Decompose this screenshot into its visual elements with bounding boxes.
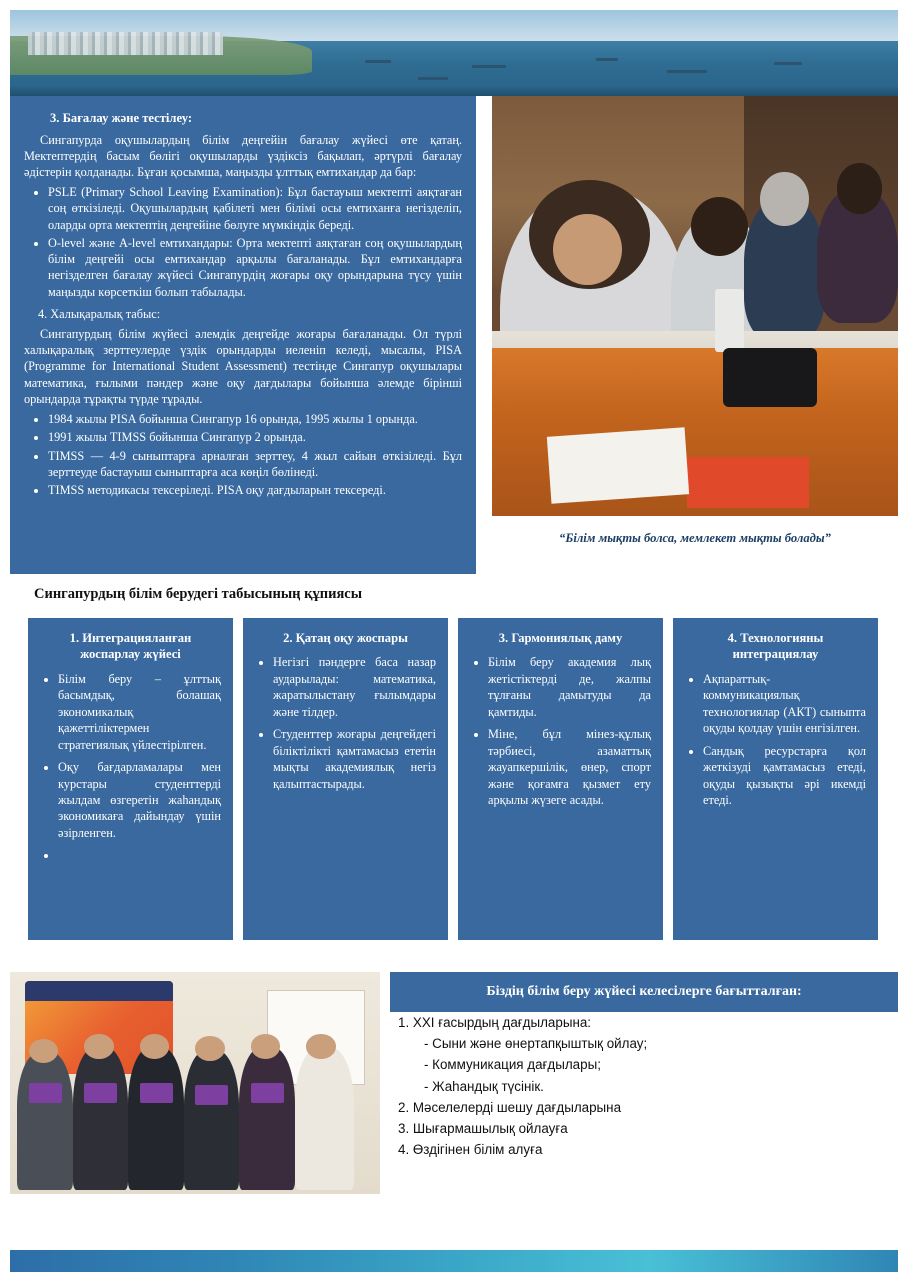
list-item: • Сандық ресурстарға қол жеткізуді қамтамасыз етеді, оқуды қызықты әрі икемді етеді. [703, 743, 866, 809]
photo-person-head [195, 1036, 225, 1060]
photo-booklet [140, 1083, 173, 1103]
ship-icon [365, 60, 391, 63]
photo-cup [715, 289, 743, 352]
list-item: 2. Мәселелерді шешу дағдыларына [398, 1099, 622, 1115]
photo-person [184, 1050, 240, 1190]
photo-person-head [251, 1034, 281, 1058]
photo-person-head [140, 1034, 170, 1058]
ship-icon [472, 65, 506, 68]
list-item: • Ақпараттық-коммуникациялық технологиялар (АКТ) сыныпта оқуды қолдау үшін енгізілген. [703, 671, 866, 737]
photo-notebook [547, 427, 689, 504]
photo-person [128, 1047, 184, 1189]
panel-heading: 3. Бағалау және тестілеу: [50, 111, 193, 125]
list-item: • TIMSS — 4-9 сыныптарға арналған зерттеу, 4 жыл сайын өткізіледі. Бұл зерттеуде бастауыш сыныптарға аса көңіл бөлінеді. [48, 448, 462, 480]
photo-caption: “Білім мықты болса, мемлекет мықты болады” [559, 531, 831, 545]
card-rigorous-curriculum [243, 618, 448, 940]
photo-person-head [306, 1034, 336, 1058]
ship-icon [774, 62, 802, 65]
list-item: • Білім беру – ұлттық басымдық, болашақ экономикалық қажеттіліктермен стратегиялық үйлестірілген. [58, 671, 221, 753]
banner-cityscape [28, 32, 223, 54]
card-list [255, 654, 436, 792]
panel-bullet-list-2 [24, 411, 462, 498]
list-item [58, 847, 221, 863]
card-integrated-planning [28, 618, 233, 940]
photo-person-head [84, 1034, 114, 1058]
card-title: 3. Гармониялық даму [498, 631, 623, 645]
photo-person-head [29, 1039, 59, 1063]
photo-person-head [691, 197, 748, 256]
card-technology-integration [673, 618, 878, 940]
panel-paragraph-1: Сингапурда оқушылардың білім деңгейін бағалау жүйесі өте қатаң. Мектептердің басым бөлігі оқушыларды үздіксіз бақылап, әртүрлі бағалау әдістерін қолданады. Бұған қосымша, маңызды ұлттық емтихандар да бар: [24, 132, 462, 180]
list-item: • PSLE (Primary School Leaving Examination): Бұл бастауыш мектепті аяқтаған соң өткізіледі. Оқушылардың қабілеті мен білімі осы емтиханға негізделіп, оларды орта мектептің деңгейіне бөлуге мүмкіндік береді. [48, 184, 462, 233]
section-title: Сингапурдың білім берудегі табысының құпиясы [34, 586, 363, 602]
list-item: • Оқу бағдарламалары мен курстары студенттерді жылдам өзгеретін жаһандық экономикаға дайындау үшін әзірленген. [58, 759, 221, 841]
assessment-text-panel [10, 96, 476, 574]
list-item: • Негізгі пәндерге баса назар аударылады: математика, жаратылыстану ғылымдары және тілдер. [273, 654, 436, 720]
ship-icon [418, 77, 448, 80]
goals-header: Біздің білім беру жүйесі келесілерге бағытталған: [390, 972, 898, 1012]
list-item: • Студенттер жоғары деңгейдегі біліктілікті қамтамасыз ететін мықты академиялық негіз қалыптастырады. [273, 726, 436, 792]
photo-booklet [84, 1083, 117, 1103]
group-photo [10, 972, 380, 1194]
skyline-banner-photo [10, 10, 898, 96]
list-item: • Міне, бұл мінез-құлық тәрбиесі, азаматтық жауапкершілік, өнер, спорт және қоғамға қызмет ету арқылы жүзеге асады. [488, 726, 651, 808]
photo-person-head [837, 163, 882, 213]
card-list [685, 671, 866, 809]
panel-paragraph-2: Сингапурдың білім жүйесі әлемдік деңгейде жоғары бағаланады. Ол түрлі халықаралық зерттеулерде үздік орындарды иеленіп келеді, мысалы, PISA (Programme for International Student Assessment) тестінде Сингапур оқушылары математика, ғылыми пәндер және оқу дағдылары бойынша әлемде бірінші орындарда тұрақты түрде тұрады. [24, 327, 462, 406]
card-title: 1. Интеграцияланған жоспарлау жүйесі [69, 631, 192, 662]
ship-icon [596, 58, 618, 61]
list-item: 3. Шығармашылық ойлауға [398, 1120, 568, 1136]
banner-foreground-strip [10, 87, 898, 96]
list-item: • 1984 жылы PISA бойынша Сингапур 16 орында, 1995 жылы 1 орында. [48, 411, 462, 427]
photo-person-head [760, 172, 809, 227]
footer-gradient-bar [10, 1250, 898, 1272]
cards-row [28, 618, 880, 940]
card-list [40, 671, 221, 864]
card-list [470, 654, 651, 808]
ship-icon [667, 70, 707, 73]
photo-person [239, 1047, 295, 1189]
list-item: - Сыни және өнертапқыштық ойлау; [424, 1036, 648, 1052]
photo-booklet [251, 1083, 284, 1103]
photo-booklet [195, 1085, 228, 1105]
panel-heading-2: 4. Халықаралық табыс: [38, 306, 161, 321]
list-item: • O-level және A-level емтихандары: Орта мектепті аяқтаған соң оқушылардың білім деңгейі осы емтихандар арқылы бағаланады. Бұл емтихандарға негізделген бағалау жүйесі Сингапурдің жоғары оқу орындарына түсу үшін маңызды көрсеткіш болып табылады. [48, 235, 462, 300]
card-holistic-development [458, 618, 663, 940]
list-item: - Жаһандық түсінік. [424, 1078, 544, 1094]
conference-photo [492, 96, 898, 516]
list-item: • TIMSS методикасы тексеріледі. PISA оқу дағдыларын тексереді. [48, 482, 462, 498]
photo-folder [687, 457, 809, 507]
photo-person-face [553, 214, 622, 285]
photo-event-banner-header [25, 981, 173, 1001]
photo-booklet [29, 1083, 62, 1103]
goals-list [390, 1012, 898, 1160]
list-item: - Коммуникация дағдылары; [424, 1057, 601, 1073]
panel-bullet-list-1 [24, 184, 462, 300]
list-item: • Білім беру академия лық жетістіктерді де, жалпы тұлғаны дамытуды да қамтиды. [488, 654, 651, 720]
list-item: 1. XXI ғасырдың дағдыларына: [398, 1015, 592, 1030]
photo-bag [723, 348, 816, 407]
photo-person [295, 1047, 354, 1189]
photo-person [73, 1047, 129, 1189]
list-item: 4. Өздігінен білім алуға [398, 1142, 543, 1158]
card-title: 2. Қатаң оқу жоспары [283, 631, 408, 645]
photo-person [17, 1052, 73, 1190]
card-title: 4. Технологияны интеграциялау [727, 631, 824, 662]
list-item: • 1991 жылы TIMSS бойынша Сингапур 2 орында. [48, 429, 462, 445]
